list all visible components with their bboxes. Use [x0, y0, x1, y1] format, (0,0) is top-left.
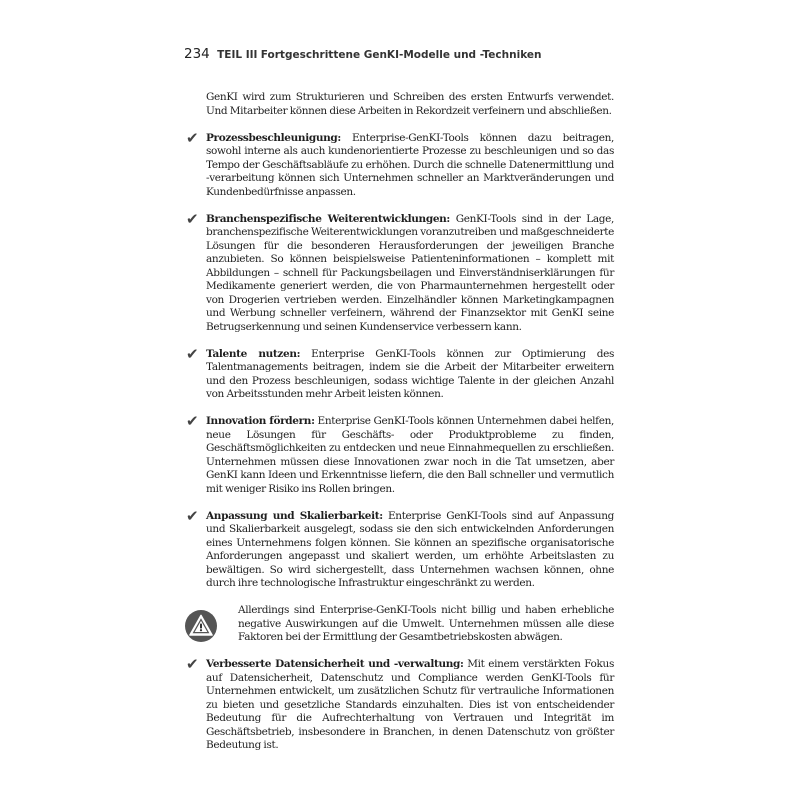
- running-header: [184, 46, 542, 62]
- bullet-text: Mit einem verstärkten Fokus auf Datensicherheit, Datenschutz und Compliance werden GenKI-Tools für Unternehmen entwickelt, um zusätzlichen Schutz für vertrauliche Informationen zu bieten und gesetzliche Standards einzuhalten. Dies ist von entscheidender Bedeutung für die Aufrechterhaltung von Vertrauen und Integrität im Geschäftsbetrieb, insbesondere in Branchen, in denen Datenschutz von größter Bedeutung ist.: [206, 658, 614, 751]
- bullet-text: GenKI-Tools sind in der Lage, branchenspezifische Weiterentwicklungen voranzutreiben und maßgeschneiderte Lösungen für die besonderen Herausforderungen der jeweiligen Branche anzubieten. So können beispielsweise Patienteninformationen – komplett mit Abbildungen – schnell für Packungsbeilagen und Einverständniserklärungen für Medikamente generiert werden, die von Pharmaunternehmen hergestellt oder von Drogerien vertrieben werden. Einzelhändler können Marketingkampagnen und Werbung schneller verfeinern, während der Finanzsektor mit GenKI seine Betrugserkennung und seinen Kundenservice verbessern kann.: [206, 212, 615, 333]
- bullet-text: Enterprise-GenKI-Tools können dazu beitragen, sowohl interne als auch kundenorientierte Prozesse zu beschleunigen und so das Tempo der Geschäftsabläufe zu erhöhen. Durch die schnelle Datenermittlung und -verarbeitung können sich Unternehmen schneller an Marktveränderungen und Kundenbedürfnisse anpassen.: [206, 131, 614, 198]
- checkmark-icon: ✔: [186, 412, 199, 430]
- bullet-item: [186, 412, 614, 496]
- intro-paragraph: GenKI wird zum Strukturieren und Schreiben des ersten Entwurfs verwendet. Und Mitarbeiter können diese Arbeiten in Rekordzeit verfeinern und abschließen.: [206, 91, 614, 117]
- checkmark-icon: ✔: [186, 344, 199, 363]
- bullet-term: Verbesserte Datensicherheit und -verwaltung:: [206, 658, 464, 670]
- bullet-item: [186, 128, 614, 200]
- bullet-term: Anpassung und Skalierbarkeit:: [206, 509, 383, 522]
- bullet-text: Enterprise GenKI-Tools können zur Optimierung des Talentmanagements beitragen, indem sie die Arbeit der Mitarbeiter erweitern und den Prozess beschleunigen, sodass wichtige Talente in der gleichen Anzahl von Arbeitsstunden mehr Arbeit leisten können.: [206, 347, 614, 400]
- bullet-term: Branchenspezifische Weiterentwicklungen:: [206, 212, 450, 225]
- checkmark-icon: ✔: [186, 655, 199, 673]
- warning-triangle-icon: [184, 609, 218, 643]
- bullet-term: Innovation fördern:: [206, 415, 315, 427]
- checkmark-icon: ✔: [186, 209, 199, 228]
- bullet-item: [186, 209, 615, 335]
- bullet-item: [186, 655, 614, 753]
- checkmark-icon: ✔: [186, 128, 199, 147]
- bullet-item: [186, 506, 614, 591]
- bullet-term: Prozessbeschleunigung:: [206, 131, 341, 144]
- bullet-text: Enterprise GenKI-Tools sind auf Anpassung und Skalierbarkeit ausgelegt, sodass sie den sich entwickelnden Anforderungen eines Unternehmens folgen können. Sie können an spezifische organisatorische Anforderungen angepasst und skaliert werden, um erhöhte Arbeitslasten zu bewältigen. So wird sichergestellt, dass Unternehmen wachsen können, ohne durch ihre technologische Infrastruktur eingeschränkt zu werden.: [206, 509, 614, 589]
- chapter-title: Fortgeschrittene GenKI-Modelle und -Techniken: [260, 49, 542, 61]
- part-label: TEIL III: [217, 49, 258, 61]
- bullet-item: [186, 344, 614, 402]
- warning-text: Allerdings sind Enterprise-GenKI-Tools nicht billig und haben erhebliche negative Auswirkungen auf die Umwelt. Unternehmen müssen alle diese Faktoren bei der Ermittlung der Gesamtbetriebskosten abwägen.: [238, 604, 614, 643]
- bullet-term: Talente nutzen:: [206, 347, 301, 360]
- page-number: 234: [184, 46, 210, 62]
- warning-note: [206, 604, 614, 645]
- bullet-text: Enterprise GenKI-Tools können Unternehmen dabei helfen, neue Lösungen für Geschäfts- oder Produktprobleme zu finden, Geschäftsmöglichkeiten zu entdecken und neue Einnahmequellen zu erschließen. Unternehmen müssen diese Innovationen zwar noch in die Tat umsetzen, aber GenKI kann Ideen und Erkenntnisse liefern, die den Ball schneller und vermutlich mit weniger Risiko ins Rollen bringen.: [206, 415, 614, 495]
- page-body: [186, 91, 615, 753]
- checkmark-icon: ✔: [186, 506, 199, 525]
